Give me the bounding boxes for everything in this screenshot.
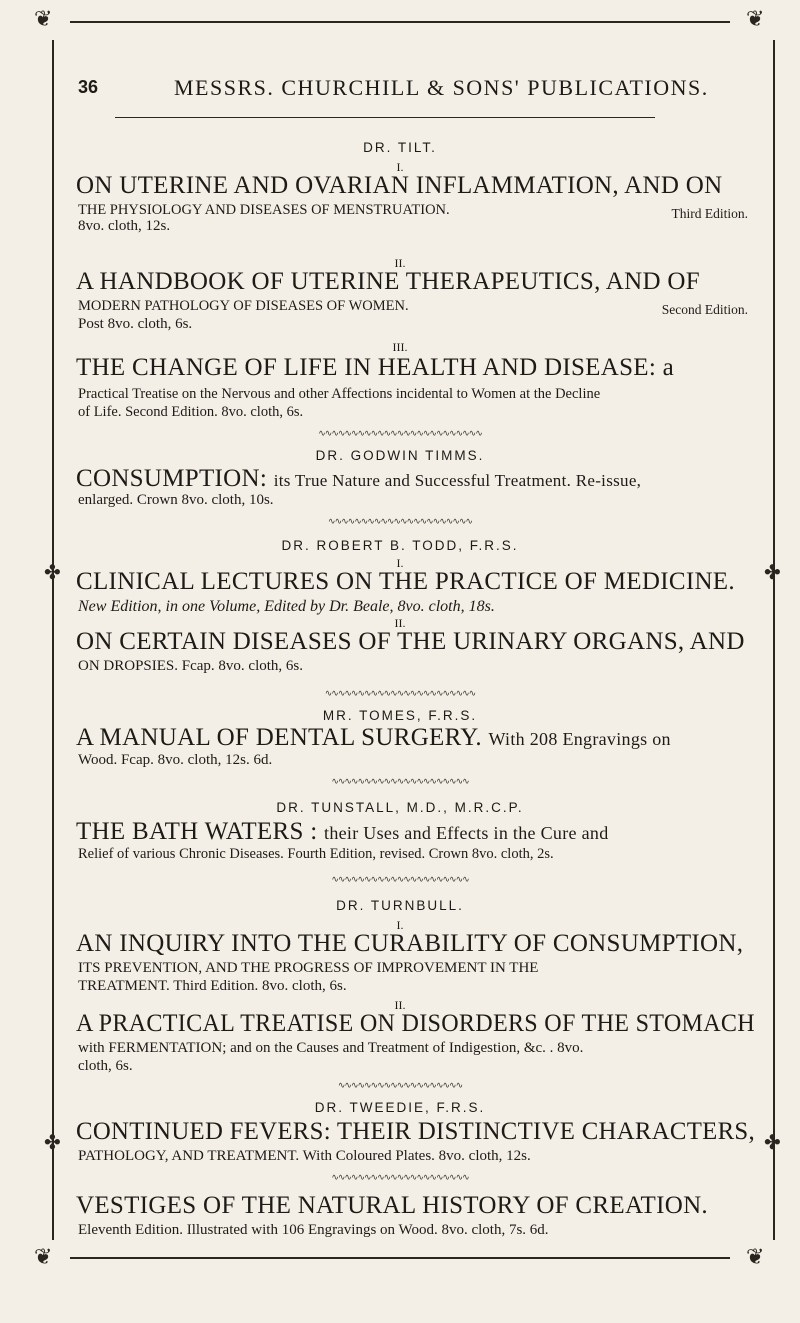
author-tunstall: DR. TUNSTALL, M.D., M.R.C.P.: [276, 800, 524, 815]
book-title: CLINICAL LECTURES ON THE PRACTICE OF MEDICINE.: [76, 568, 735, 595]
book-title: ON UTERINE AND OVARIAN INFLAMMATION, AND ON: [76, 172, 723, 199]
author-timms: DR. GODWIN TIMMS.: [315, 448, 485, 463]
book-details: 8vo. cloth, 12s.: [78, 218, 171, 234]
corner-ornament-icon: ❦: [746, 1244, 765, 1269]
author-tilt: DR. TILT.: [363, 140, 437, 155]
book-details: TREATMENT. Third Edition. 8vo. cloth, 6s.: [78, 978, 347, 994]
item-numeral: II.: [394, 616, 406, 630]
book-title: THE BATH WATERS : their Uses and Effects in the Cure and: [76, 818, 609, 845]
book-details: Post 8vo. cloth, 6s.: [78, 316, 193, 332]
separator: ∿∿∿∿∿∿∿∿∿∿∿∿∿∿∿∿∿∿∿∿∿: [331, 776, 469, 786]
book-details: Wood. Fcap. 8vo. cloth, 12s. 6d.: [78, 752, 273, 768]
side-ornament-icon: ✤: [764, 562, 781, 584]
author-tweedie: DR. TWEEDIE, F.R.S.: [314, 1100, 486, 1115]
top-border: [70, 21, 730, 23]
book-details: enlarged. Crown 8vo. cloth, 10s.: [78, 492, 274, 508]
author-turnbull: DR. TURNBULL.: [336, 898, 464, 913]
book-subtitle: THE PHYSIOLOGY AND DISEASES OF MENSTRUATION.: [78, 202, 450, 218]
separator: ∿∿∿∿∿∿∿∿∿∿∿∿∿∿∿∿∿∿∿∿∿∿∿∿∿: [318, 428, 482, 438]
author-tomes: MR. TOMES, F.R.S.: [322, 708, 478, 723]
book-title: ON CERTAIN DISEASES OF THE URINARY ORGANS, AND: [76, 628, 745, 655]
corner-ornament-icon: ❦: [746, 6, 765, 31]
book-details: of Life. Second Edition. 8vo. cloth, 6s.: [78, 404, 304, 420]
separator: ∿∿∿∿∿∿∿∿∿∿∿∿∿∿∿∿∿∿∿∿∿: [331, 874, 469, 884]
side-ornament-icon: ✤: [44, 562, 61, 584]
separator: ∿∿∿∿∿∿∿∿∿∿∿∿∿∿∿∿∿∿∿∿∿∿: [328, 516, 472, 526]
item-numeral: III.: [392, 340, 408, 354]
book-title: A PRACTICAL TREATISE ON DISORDERS OF THE STOMACH: [76, 1010, 755, 1037]
book-details: PATHOLOGY, AND TREATMENT. With Coloured Plates. 8vo. cloth, 12s.: [78, 1148, 531, 1164]
book-description: Practical Treatise on the Nervous and other Affections incidental to Women at the Decline: [78, 386, 601, 402]
running-title: MESSRS. CHURCHILL & SONS' PUBLICATIONS.: [174, 75, 709, 100]
right-border: [773, 40, 775, 1240]
item-numeral: II.: [394, 256, 406, 270]
item-numeral: II.: [394, 998, 406, 1012]
item-numeral: I.: [396, 556, 404, 570]
book-subtitle: MODERN PATHOLOGY OF DISEASES OF WOMEN.: [78, 298, 409, 314]
bottom-border: [70, 1257, 730, 1259]
book-details: ON DROPSIES. Fcap. 8vo. cloth, 6s.: [78, 658, 304, 674]
separator: ∿∿∿∿∿∿∿∿∿∿∿∿∿∿∿∿∿∿∿: [337, 1080, 463, 1090]
side-ornament-icon: ✤: [44, 1132, 61, 1154]
book-title: A HANDBOOK OF UTERINE THERAPEUTICS, AND OF: [76, 268, 700, 295]
author-todd: DR. ROBERT B. TODD, F.R.S.: [281, 538, 519, 553]
separator: ∿∿∿∿∿∿∿∿∿∿∿∿∿∿∿∿∿∿∿∿∿∿∿: [324, 688, 476, 698]
book-edition: Third Edition.: [671, 206, 748, 221]
corner-ornament-icon: ❦: [34, 1244, 53, 1269]
left-border: [52, 40, 54, 1240]
book-title: VESTIGES OF THE NATURAL HISTORY OF CREATION.: [76, 1192, 708, 1219]
separator: ∿∿∿∿∿∿∿∿∿∿∿∿∿∿∿∿∿∿∿∿∿: [331, 1172, 469, 1182]
book-edition: Second Edition.: [661, 302, 748, 317]
book-details: cloth, 6s.: [78, 1058, 133, 1074]
header-rule: [115, 117, 655, 118]
book-title: THE CHANGE OF LIFE IN HEALTH AND DISEASE: a: [76, 354, 675, 381]
item-numeral: I.: [396, 918, 404, 932]
book-title: CONTINUED FEVERS: THEIR DISTINCTIVE CHARACTERS,: [76, 1118, 756, 1145]
book-details: New Edition, in one Volume, Edited by Dr. Beale, 8vo. cloth, 18s.: [78, 598, 495, 615]
side-ornament-icon: ✤: [764, 1132, 781, 1154]
book-title: A MANUAL OF DENTAL SURGERY. With 208 Engravings on: [76, 724, 671, 751]
book-details: Eleventh Edition. Illustrated with 106 Engravings on Wood. 8vo. cloth, 7s. 6d.: [78, 1222, 549, 1238]
book-title: CONSUMPTION: its True Nature and Successful Treatment. Re-issue,: [76, 465, 642, 492]
corner-ornament-icon: ❦: [34, 6, 53, 31]
item-numeral: I.: [396, 160, 404, 174]
book-title: AN INQUIRY INTO THE CURABILITY OF CONSUMPTION,: [76, 930, 744, 957]
book-subtitle: ITS PREVENTION, AND THE PROGRESS OF IMPROVEMENT IN THE: [78, 960, 539, 976]
book-description: with FERMENTATION; and on the Causes and Treatment of Indigestion, &c. . 8vo.: [78, 1040, 584, 1056]
book-details: Relief of various Chronic Diseases. Fourth Edition, revised. Crown 8vo. cloth, 2s.: [78, 846, 554, 862]
page-number: 36: [78, 77, 99, 97]
